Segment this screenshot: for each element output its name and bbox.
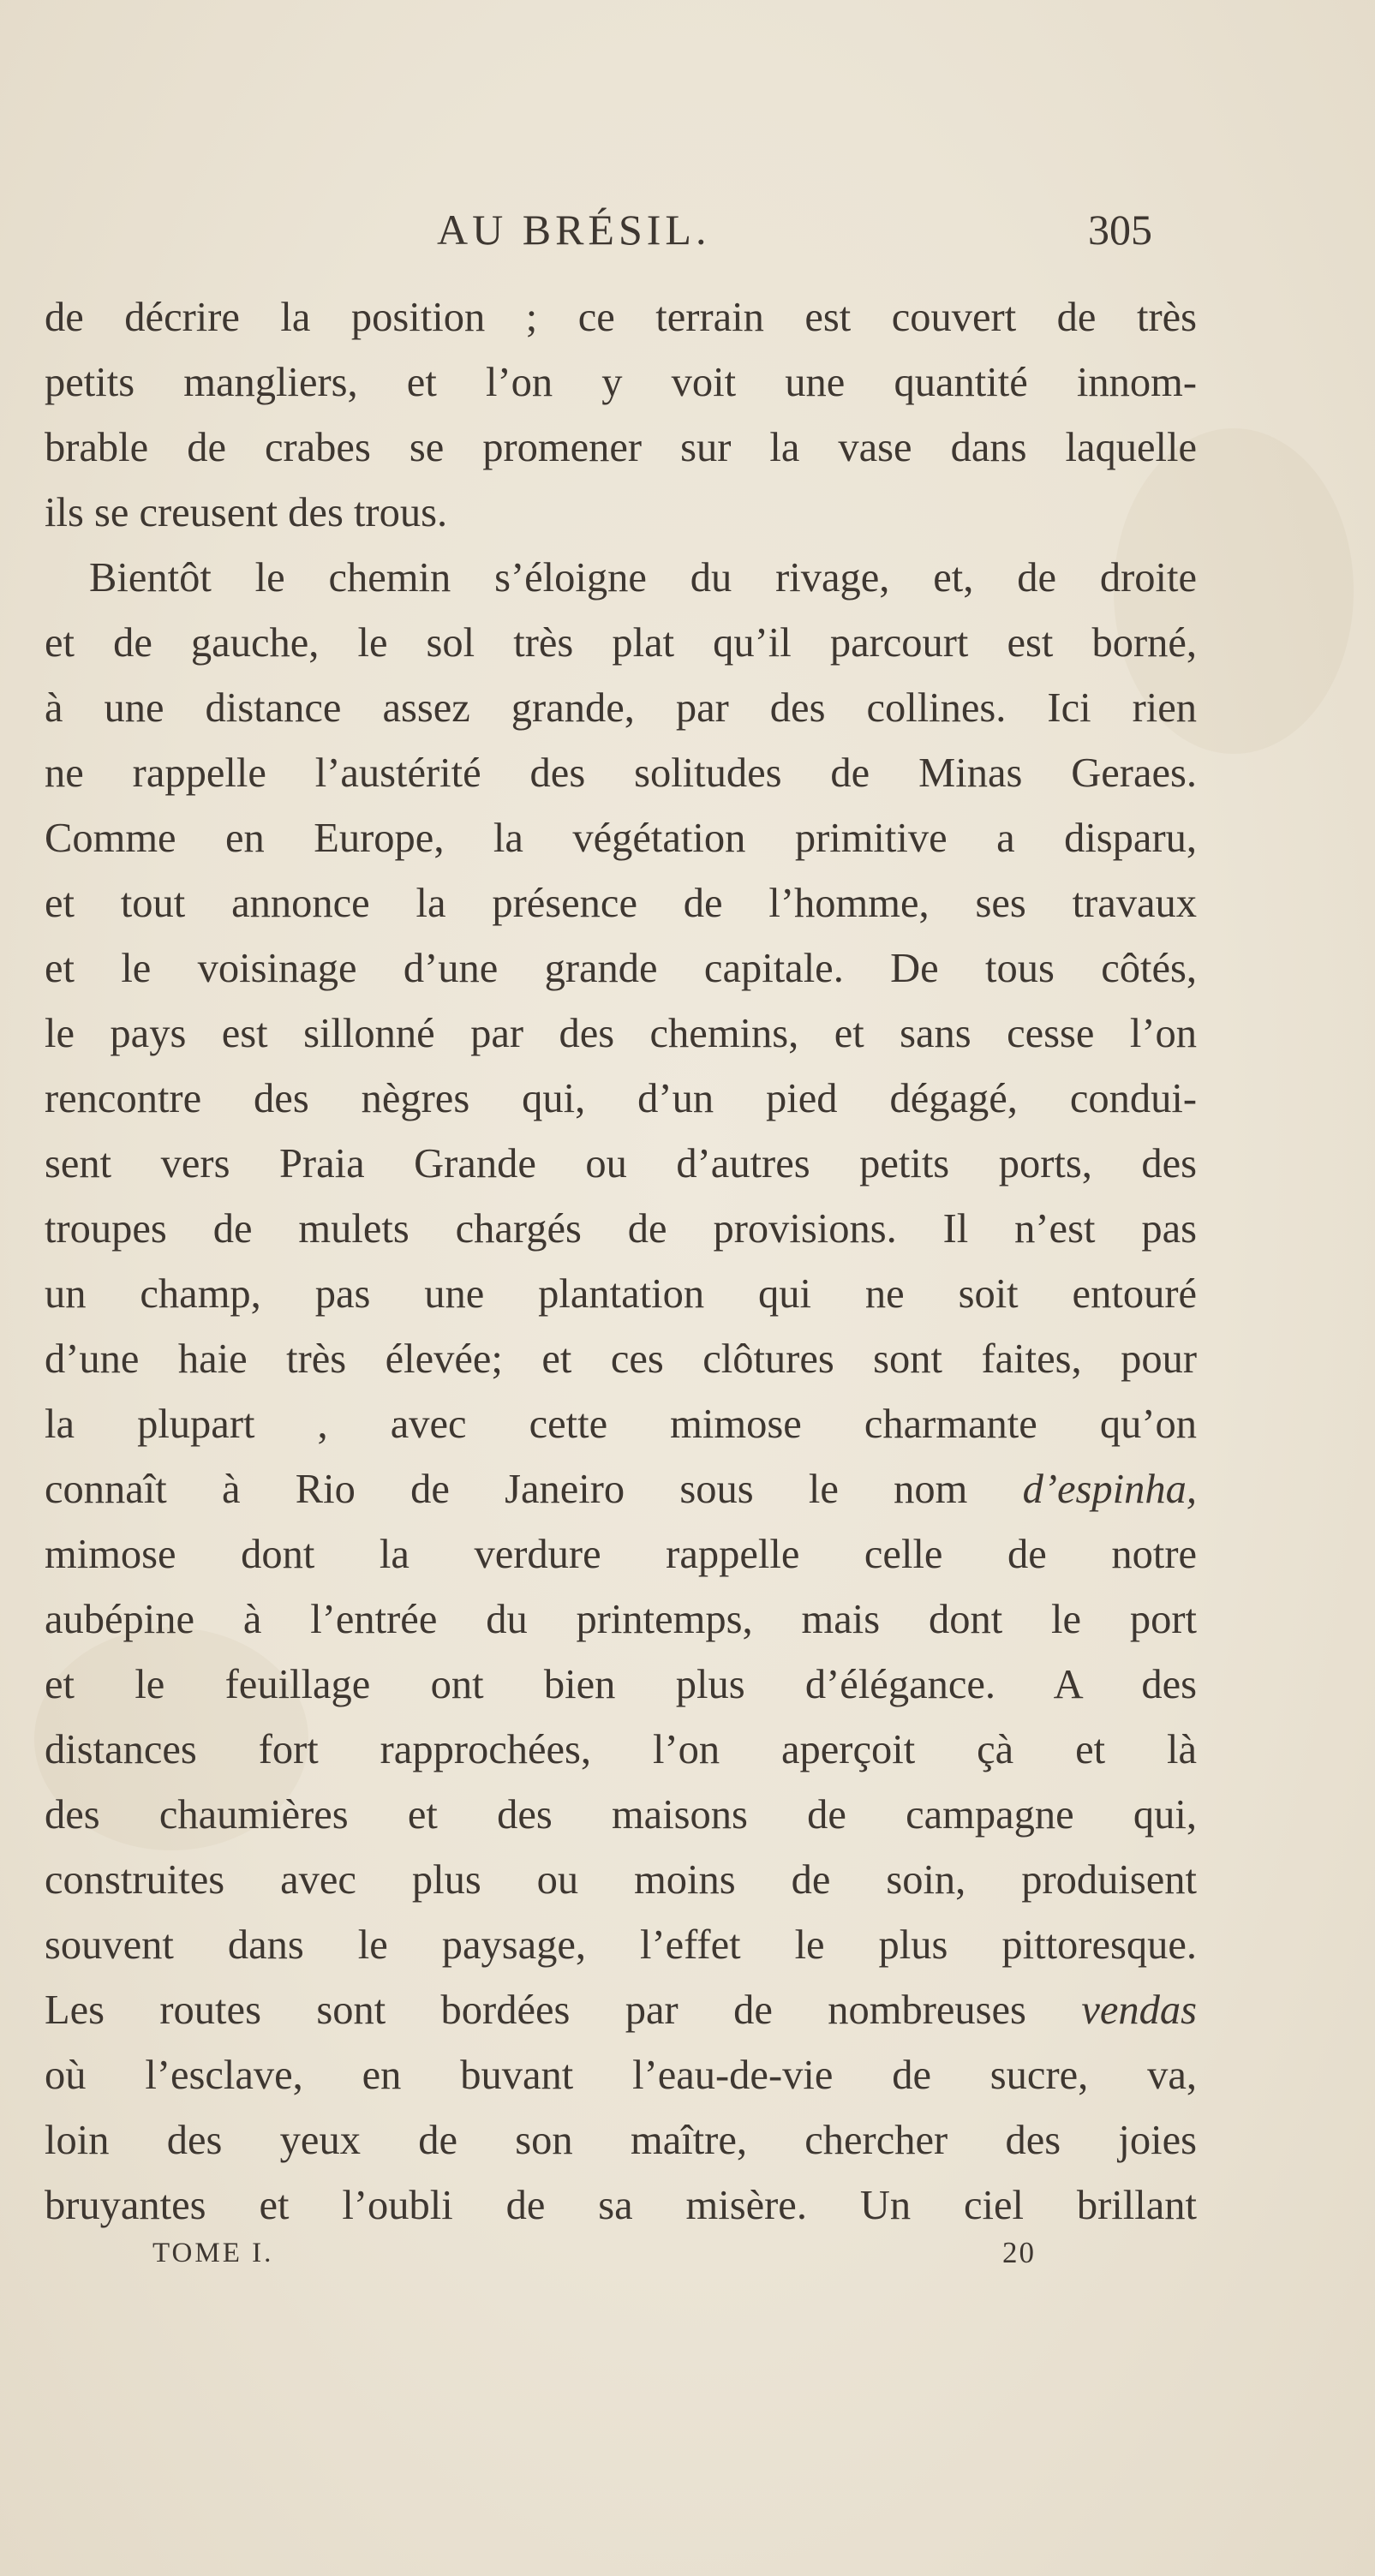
page-number: 305 bbox=[1088, 206, 1152, 254]
text-line: ils se creusent des trous. bbox=[45, 490, 448, 535]
text-line-with-italic bbox=[45, 1457, 1197, 1522]
text-segment: Les routes sont bordées par de nombreuses bbox=[45, 1987, 1026, 2033]
text-line-with-italic bbox=[45, 1978, 1197, 2043]
text-line: d’une haie très élevée; et ces clôtures sont faites, pour bbox=[45, 1336, 1197, 1382]
text-line: et tout annonce la présence de l’homme, ses travaux bbox=[45, 881, 1197, 926]
text-line: où l’esclave, en buvant l’eau-de-vie de sucre, va, bbox=[45, 2053, 1197, 2098]
text-line: troupes de mulets chargés de provisions. Il n’est pas bbox=[45, 1206, 1197, 1252]
text-line: ne rappelle l’austérité des solitudes de Minas Geraes. bbox=[45, 750, 1197, 796]
text-line: loin des yeux de son maître, chercher des joies bbox=[45, 2118, 1197, 2163]
volume-signature: TOME I. bbox=[152, 2238, 274, 2268]
text-line: et le feuillage ont bien plus d’élégance. A des bbox=[45, 1662, 1197, 1707]
text-line: distances fort rapprochées, l’on aperçoit çà et là bbox=[45, 1727, 1197, 1772]
text-line: petits mangliers, et l’on y voit une quantité innom- bbox=[45, 360, 1197, 405]
text-line: bruyantes et l’oubli de sa misère. Un ciel brillant bbox=[45, 2183, 1197, 2228]
text-line: des chaumières et des maisons de campagne qui, bbox=[45, 1792, 1197, 1838]
text-line: aubépine à l’entrée du printemps, mais dont le port bbox=[45, 1597, 1197, 1642]
text-line: construites avec plus ou moins de soin, produisent bbox=[45, 1857, 1197, 1903]
text-line: le pays est sillonné par des chemins, et sans cesse l’on bbox=[45, 1011, 1197, 1056]
text-line: souvent dans le paysage, l’effet le plus pittoresque. bbox=[45, 1922, 1197, 1968]
text-line: Comme en Europe, la végétation primitive a disparu, bbox=[45, 816, 1197, 861]
text-line: Bientôt le chemin s’éloigne du rivage, et, de droite bbox=[89, 555, 1197, 601]
text-line: à une distance assez grande, par des collines. Ici rien bbox=[45, 685, 1197, 731]
gathering-signature: 20 bbox=[1002, 2236, 1036, 2269]
text-line: la plupart , avec cette mimose charmante qu’on bbox=[45, 1402, 1197, 1447]
text-line: rencontre des nègres qui, d’un pied dégagé, condui- bbox=[45, 1076, 1197, 1121]
text-line: et de gauche, le sol très plat qu’il parcourt est borné, bbox=[45, 620, 1197, 666]
running-head-title: AU BRÉSIL. bbox=[437, 206, 711, 254]
text-segment: connaît à Rio de Janeiro sous le nom bbox=[45, 1467, 968, 1512]
text-line: un champ, pas une plantation qui ne soit entouré bbox=[45, 1271, 1197, 1317]
text-line: et le voisinage d’une grande capitale. De tous côtés, bbox=[45, 946, 1197, 991]
italic-term: d’espinha, bbox=[1022, 1467, 1197, 1512]
text-line: de décrire la position ; ce terrain est couvert de très bbox=[45, 295, 1197, 340]
text-line: mimose dont la verdure rappelle celle de notre bbox=[45, 1532, 1197, 1577]
italic-term: vendas bbox=[1081, 1987, 1197, 2033]
text-line: sent vers Praia Grande ou d’autres petits ports, des bbox=[45, 1141, 1197, 1186]
text-line: brable de crabes se promener sur la vase dans laquelle bbox=[45, 425, 1197, 470]
body-text bbox=[45, 285, 1197, 2238]
